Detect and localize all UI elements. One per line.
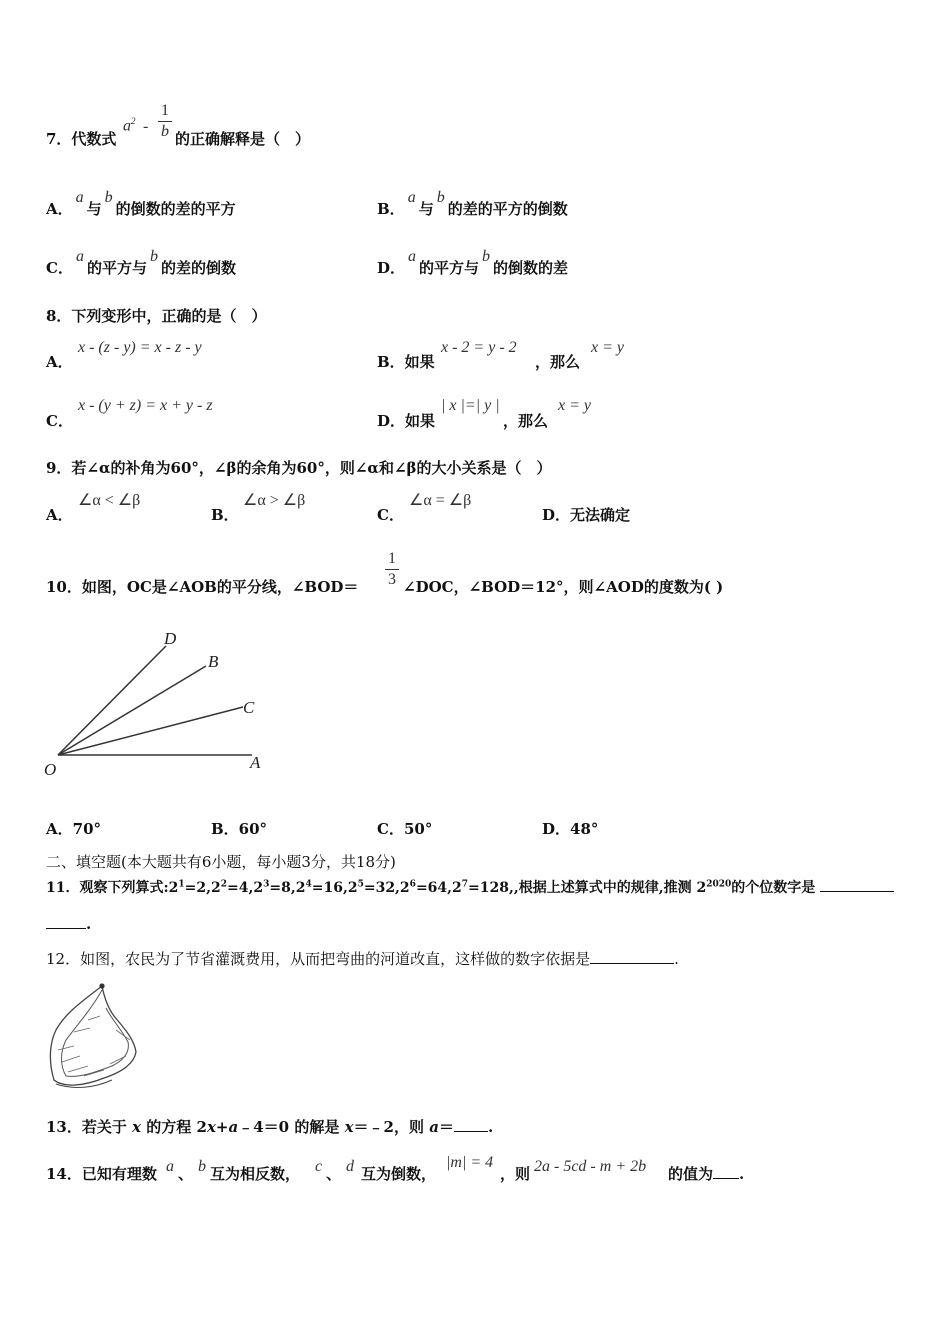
q8-option-b-expr2: x = y bbox=[591, 339, 624, 356]
q14-var-d: d bbox=[346, 1158, 354, 1175]
label-d: D bbox=[164, 629, 177, 648]
q7-fraction: 1 b bbox=[158, 102, 172, 141]
q8-option-b-mid: ，那么 bbox=[535, 353, 581, 371]
q10-stem-part2: ∠DOC，∠BOD＝12°，则∠AOD的度数为( ) bbox=[403, 578, 724, 596]
q11-answer-blank-2[interactable] bbox=[46, 928, 86, 929]
q7-expr-minus: - bbox=[143, 118, 149, 135]
q14-stem-3: 互为倒数， bbox=[361, 1165, 437, 1183]
q8-option-b[interactable]: B．如果 bbox=[377, 353, 435, 371]
q7-option-b[interactable]: B．a与b的差的平方的倒数 bbox=[377, 189, 568, 218]
q14-var-c: c bbox=[315, 1158, 323, 1175]
q8-option-c[interactable]: C． bbox=[46, 412, 73, 430]
q7-option-a[interactable]: A．a与b的倒数的差的平方 bbox=[46, 189, 236, 218]
q13-stem: 13．若关于 x 的方程 2x+a﹣4＝0 的解是 x＝﹣2，则 a＝ . bbox=[46, 1118, 494, 1136]
label-a: A bbox=[250, 753, 261, 772]
q7-stem: 7．代数式 bbox=[46, 130, 117, 148]
q10-option-a[interactable]: A．70° bbox=[46, 820, 102, 838]
q9-option-d[interactable]: D．无法确定 bbox=[542, 506, 631, 524]
q14-expression: 2a - 5cd - m + 2b bbox=[534, 1158, 647, 1175]
ray-oc bbox=[58, 707, 243, 755]
label-b: B bbox=[208, 652, 219, 671]
q9-option-a[interactable]: A． bbox=[46, 506, 73, 524]
q14-var-b: b bbox=[198, 1158, 206, 1175]
q9-option-b-expr: ∠α > ∠β bbox=[243, 492, 306, 509]
q14-answer-blank[interactable] bbox=[713, 1178, 739, 1179]
q10-angle-figure bbox=[38, 622, 278, 782]
q7-expr-a2: $a^2$ bbox=[123, 116, 136, 135]
q9-option-b[interactable]: B． bbox=[211, 506, 239, 524]
q14-var-a: a bbox=[166, 1158, 174, 1175]
q13-answer-blank[interactable] bbox=[454, 1131, 488, 1132]
q12-answer-blank[interactable] bbox=[590, 963, 674, 964]
q7-option-c[interactable]: C．a的平方与b的差的倒数 bbox=[46, 248, 236, 277]
q8-option-b-expr1: x - 2 = y - 2 bbox=[441, 339, 517, 356]
q8-stem: 8．下列变形中，正确的是（ ） bbox=[46, 307, 267, 325]
q14-abs-m: |m| = 4 bbox=[446, 1154, 494, 1171]
q8-option-c-expr: x - (y + z) = x + y - z bbox=[78, 397, 213, 414]
q8-option-a-expr: x - (z - y) = x - z - y bbox=[78, 339, 202, 356]
q10-fraction: 1 3 bbox=[385, 550, 399, 589]
section-title: 二、填空题(本大题共有6小题，每小题3分，共18分) bbox=[46, 853, 396, 871]
q9-option-a-expr: ∠α < ∠β bbox=[78, 492, 141, 509]
q10-option-c[interactable]: C．50° bbox=[377, 820, 433, 838]
q8-option-d[interactable]: D．如果 bbox=[377, 412, 436, 430]
q14-stem-2: 互为相反数， bbox=[210, 1165, 301, 1183]
q9-stem: 9．若∠α的补角为60°，∠β的余角为60°，则∠α和∠β的大小关系是（ ） bbox=[46, 459, 552, 477]
q10-option-d[interactable]: D．48° bbox=[542, 820, 599, 838]
q11-answer-blank[interactable] bbox=[820, 891, 894, 892]
label-c: C bbox=[243, 698, 255, 717]
q11-stem: 11．观察下列算式$:2^1=2,2^2=4,2^3=8,2^4=16,2^5=32,2^6=64,2^7=128$,,根据上述算式中的规律,推测 $2^{2020}$的个位数字是 bbox=[46, 877, 894, 897]
q8-option-a[interactable]: A． bbox=[46, 353, 73, 371]
q11-blank-continuation: . bbox=[46, 915, 91, 933]
q8-option-d-expr1: | x |=| y | bbox=[441, 397, 500, 414]
q8-option-d-expr2: x = y bbox=[558, 397, 591, 414]
q14-stem-4: ，则 bbox=[500, 1165, 531, 1183]
label-o: O bbox=[44, 760, 57, 779]
q14-sep1: 、 bbox=[178, 1165, 194, 1183]
q10-option-b[interactable]: B．60° bbox=[211, 820, 268, 838]
q9-option-c[interactable]: C． bbox=[377, 506, 404, 524]
q14-stem-5: 的值为 . bbox=[668, 1165, 745, 1183]
q12-stem: 12．如图，农民为了节省灌溉费用，从而把弯曲的河道改直，这样做的数字依据是 . bbox=[46, 950, 679, 968]
q12-river-figure bbox=[44, 980, 144, 1095]
q8-option-d-mid: ，那么 bbox=[503, 412, 549, 430]
q9-option-c-expr: ∠α = ∠β bbox=[409, 492, 472, 509]
q14-stem: 14．已知有理数 bbox=[46, 1165, 157, 1183]
q10-stem-part1: 10．如图，OC是∠AOB的平分线，∠BOD＝ bbox=[46, 578, 359, 596]
q14-sep2: 、 bbox=[326, 1165, 342, 1183]
q7-stem-tail: 的正确解释是（ ） bbox=[175, 130, 311, 148]
q7-option-d[interactable]: D．a的平方与b的倒数的差 bbox=[377, 248, 569, 277]
